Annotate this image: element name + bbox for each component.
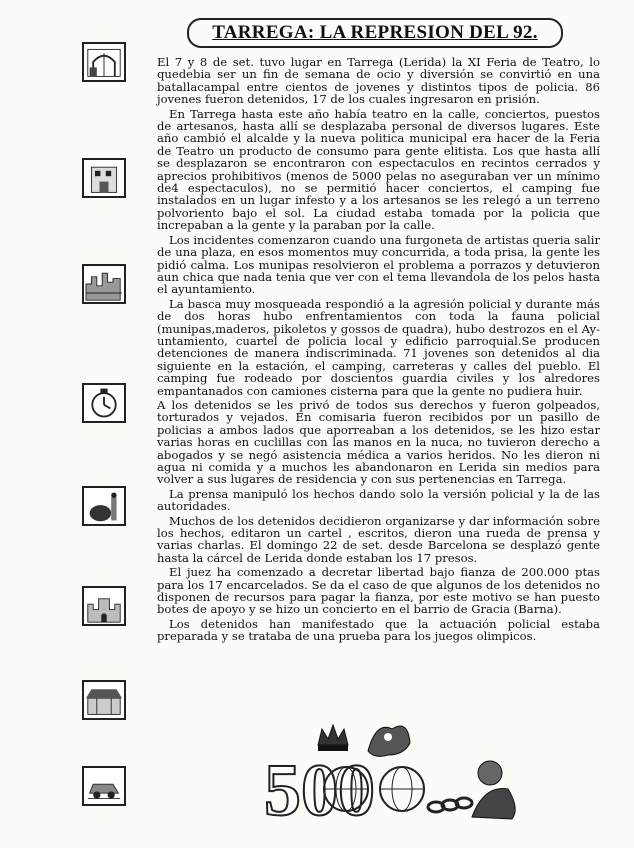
chain-icon [428, 798, 472, 812]
car-icon [82, 766, 126, 806]
statue-icon [82, 486, 126, 526]
paragraph: El 7 y 8 de set. tuvo lugar en Tarrega (Lerida) la XI Feria de Teatro, lo quedebia ser un fin de semana de ocio y diversión se convirtió en una batallacampal entre cientos de jovenes y distintos tipos de policia. 86 jovenes fueron detenidos, 17 de los cuales ingresaron en prisión. [157, 55, 600, 107]
paragraph: Muchos de los detenidos decidieron organizarse y dar información sobre los hechos, editaron un cartel , escritos, dieron una rueda de prensa y varias charlas. El domingo 22 de set. desde Barcelona se desplazó gente hasta la cárcel de Lerida donde estaban los 17 presos. [157, 513, 600, 565]
castle-icon [82, 586, 126, 626]
page-title: TARREGA: LA REPRESION DEL 92. [212, 22, 538, 43]
city-skyline-icon [82, 264, 126, 304]
building-icon [82, 158, 126, 198]
market-icon [82, 680, 126, 720]
arch-window-icon [82, 42, 126, 82]
paragraph: En Tarrega hasta este año había teatro en la calle, conciertos, puestos de artesanos, hasta allí se desplazaba personal de diversos lugares. Este año cambió el alcalde y la nueva politica municipal era hacer de la Feria de Teatro un producto de consumo para gente elitista. Los que hasta allí se desplazaron se encontraron con espectaculos en recintos cerrados y aprecios prohibitivos (menos de 5000 pelas no aseguraban ver un mínimo de4 espectaculos), no se permitió hacer conciertos, el camping fue instalados en un lugar infesto y a los artesanos se les relegó a un terreno polvoriento bajo el sol. La ciudad estaba tomada por la policia que increpaban a la gente y la paraban por la calle. [157, 106, 600, 233]
paragraph: La basca muy mosqueada respondió a la agresión policial y durante más de dos horas hubo enfrentamientos con toda la fauna policial (munipas,maderos, pikoletos y gossos de quadra), hubo destrozos en el Ay-untamiento, cuartel de policia local y edificio parroquial.Se producen detenciones de manera indiscriminada. 71 jovenes son detenidos al dia siguiente en la estación, el camping, carreteras y calles del pueblo. El camping fue rodeado por doscientos guardia civiles y los alredores empantanados con camiones cisterna para que la gente no pudiera huir. [157, 296, 600, 398]
article-body [157, 56, 600, 645]
quincentenary-logo-icon [258, 715, 528, 830]
paragraph: Los incidentes comenzaron cuando una furgoneta de artistas queria salir de una plaza, en esos momentos muy concurrida, a toda prisa, la gente les pidió calma. Los munipas resolvieron el problema a porrazos y detuvieron aun chica que nada tenia que ver con el tema llevandola de los pelos hasta el ayuntamiento. [157, 232, 600, 297]
crown-icon [318, 725, 348, 751]
paragraph: Los detenidos han manifestado que la actuación policial estaba preparada y se trataba de una prueba para los juegos olimpicos. [157, 616, 600, 644]
paragraph: La prensa manipuló los hechos dando solo la versión policial y la de las autoridades. [157, 486, 600, 514]
title-box [187, 18, 563, 48]
paragraph: A los detenidos se les privó de todos sus derechos y fueron golpeados, torturados y vejados. En comisaria fueron recibidos por un pasillo de policias a ambos lados que aporreaban a los detenidos, se les hizo estar varias horas en cuclillas con las manos en la nuca, no tuvieron derecho a abogados y se negó asistencia médica a varios heridos. No les dieron ni agua ni comida y a muchos les abandonaron en Lerida sin medios para volver a sus lugares de residencia y con sus pertenencias en Tarrega. [157, 397, 600, 487]
clock-icon [82, 383, 126, 423]
paragraph: El juez ha comenzado a decretar libertad bajo fianza de 200.000 ptas para los 17 encarcelados. Se da el caso de que algunos de los detenidos no disponen de recursos para pagar la fianza, por este motivo se han puesto botes de apoyo y se hizo un concierto en el barrio de Gracia (Barna). [157, 565, 600, 617]
logo-number: 500 [264, 750, 375, 830]
figure-icon [472, 761, 515, 819]
